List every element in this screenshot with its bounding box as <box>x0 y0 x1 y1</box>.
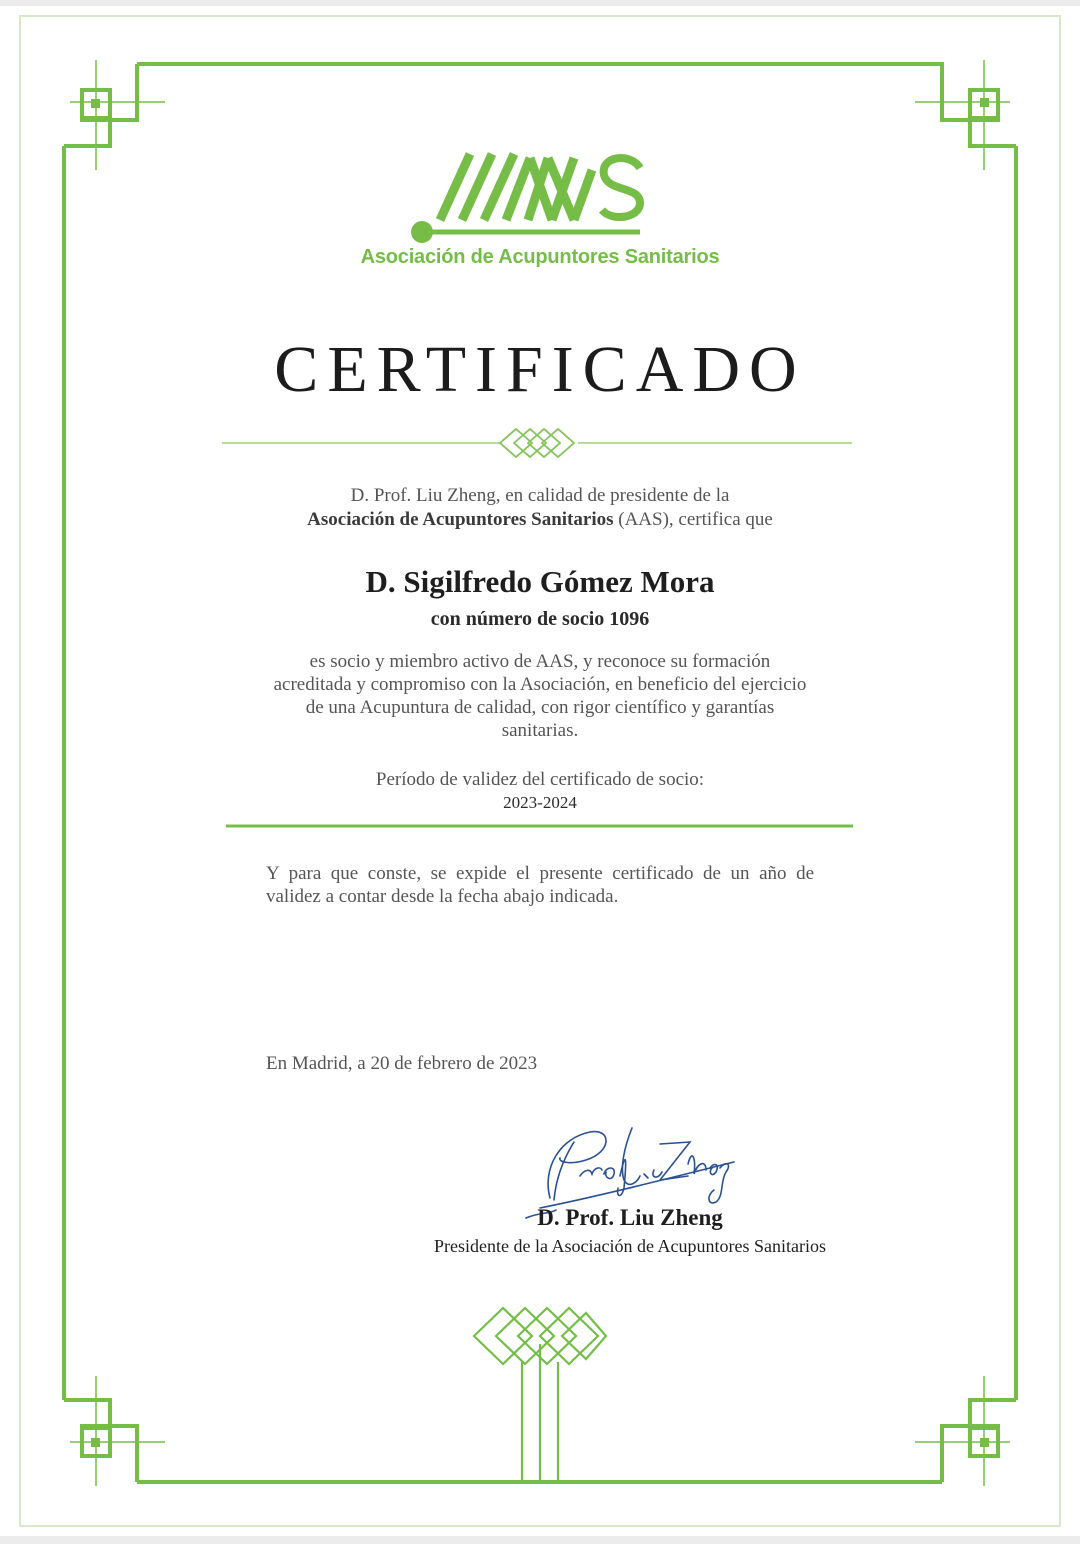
member-name: D. Sigilfredo Gómez Mora <box>365 564 715 599</box>
signer-name: D. Prof. Liu Zheng <box>537 1205 723 1230</box>
intro-acronym: (AAS) <box>613 509 669 530</box>
member-number: con número de socio 1096 <box>430 608 650 630</box>
place-and-date: En Madrid, a 20 de febrero de 2023 <box>266 1053 538 1074</box>
signer-role: Presidente de la Asociación de Acupuntores Sanitarios <box>434 1236 826 1256</box>
intro-text <box>240 484 840 532</box>
corner-ornament-bottom-right <box>942 1400 1016 1482</box>
closing-statement: Y para que conste, se expide el presente certificado de un año de validez a contar desde la fecha abajo indicada. <box>266 863 814 907</box>
intro-line-1: D. Prof. Liu Zheng, en calidad de presidente de la <box>350 485 730 506</box>
validity-label: Período de validez del certificado de socio: <box>375 769 705 790</box>
validity-value: 2023-2024 <box>503 793 577 812</box>
header-divider <box>222 429 852 457</box>
corner-ornament-bottom-left <box>64 1400 137 1482</box>
bottom-ornament <box>474 1308 606 1482</box>
page-title: CERTIFICADO <box>274 333 806 406</box>
intro-organization: Asociación de Acupuntores Sanitarios <box>307 509 614 530</box>
intro-line-2: , certifica que <box>668 509 773 530</box>
logo-organization-name: Asociación de Acupuntores Sanitarios <box>360 246 720 268</box>
certification-body: es socio y miembro activo de AAS, y reconoce su formación acreditada y compromiso con la Asociación, en beneficio del ejercicio de una Acupuntura de calidad, con rigor científico y garantías sanitarias. <box>273 651 807 741</box>
